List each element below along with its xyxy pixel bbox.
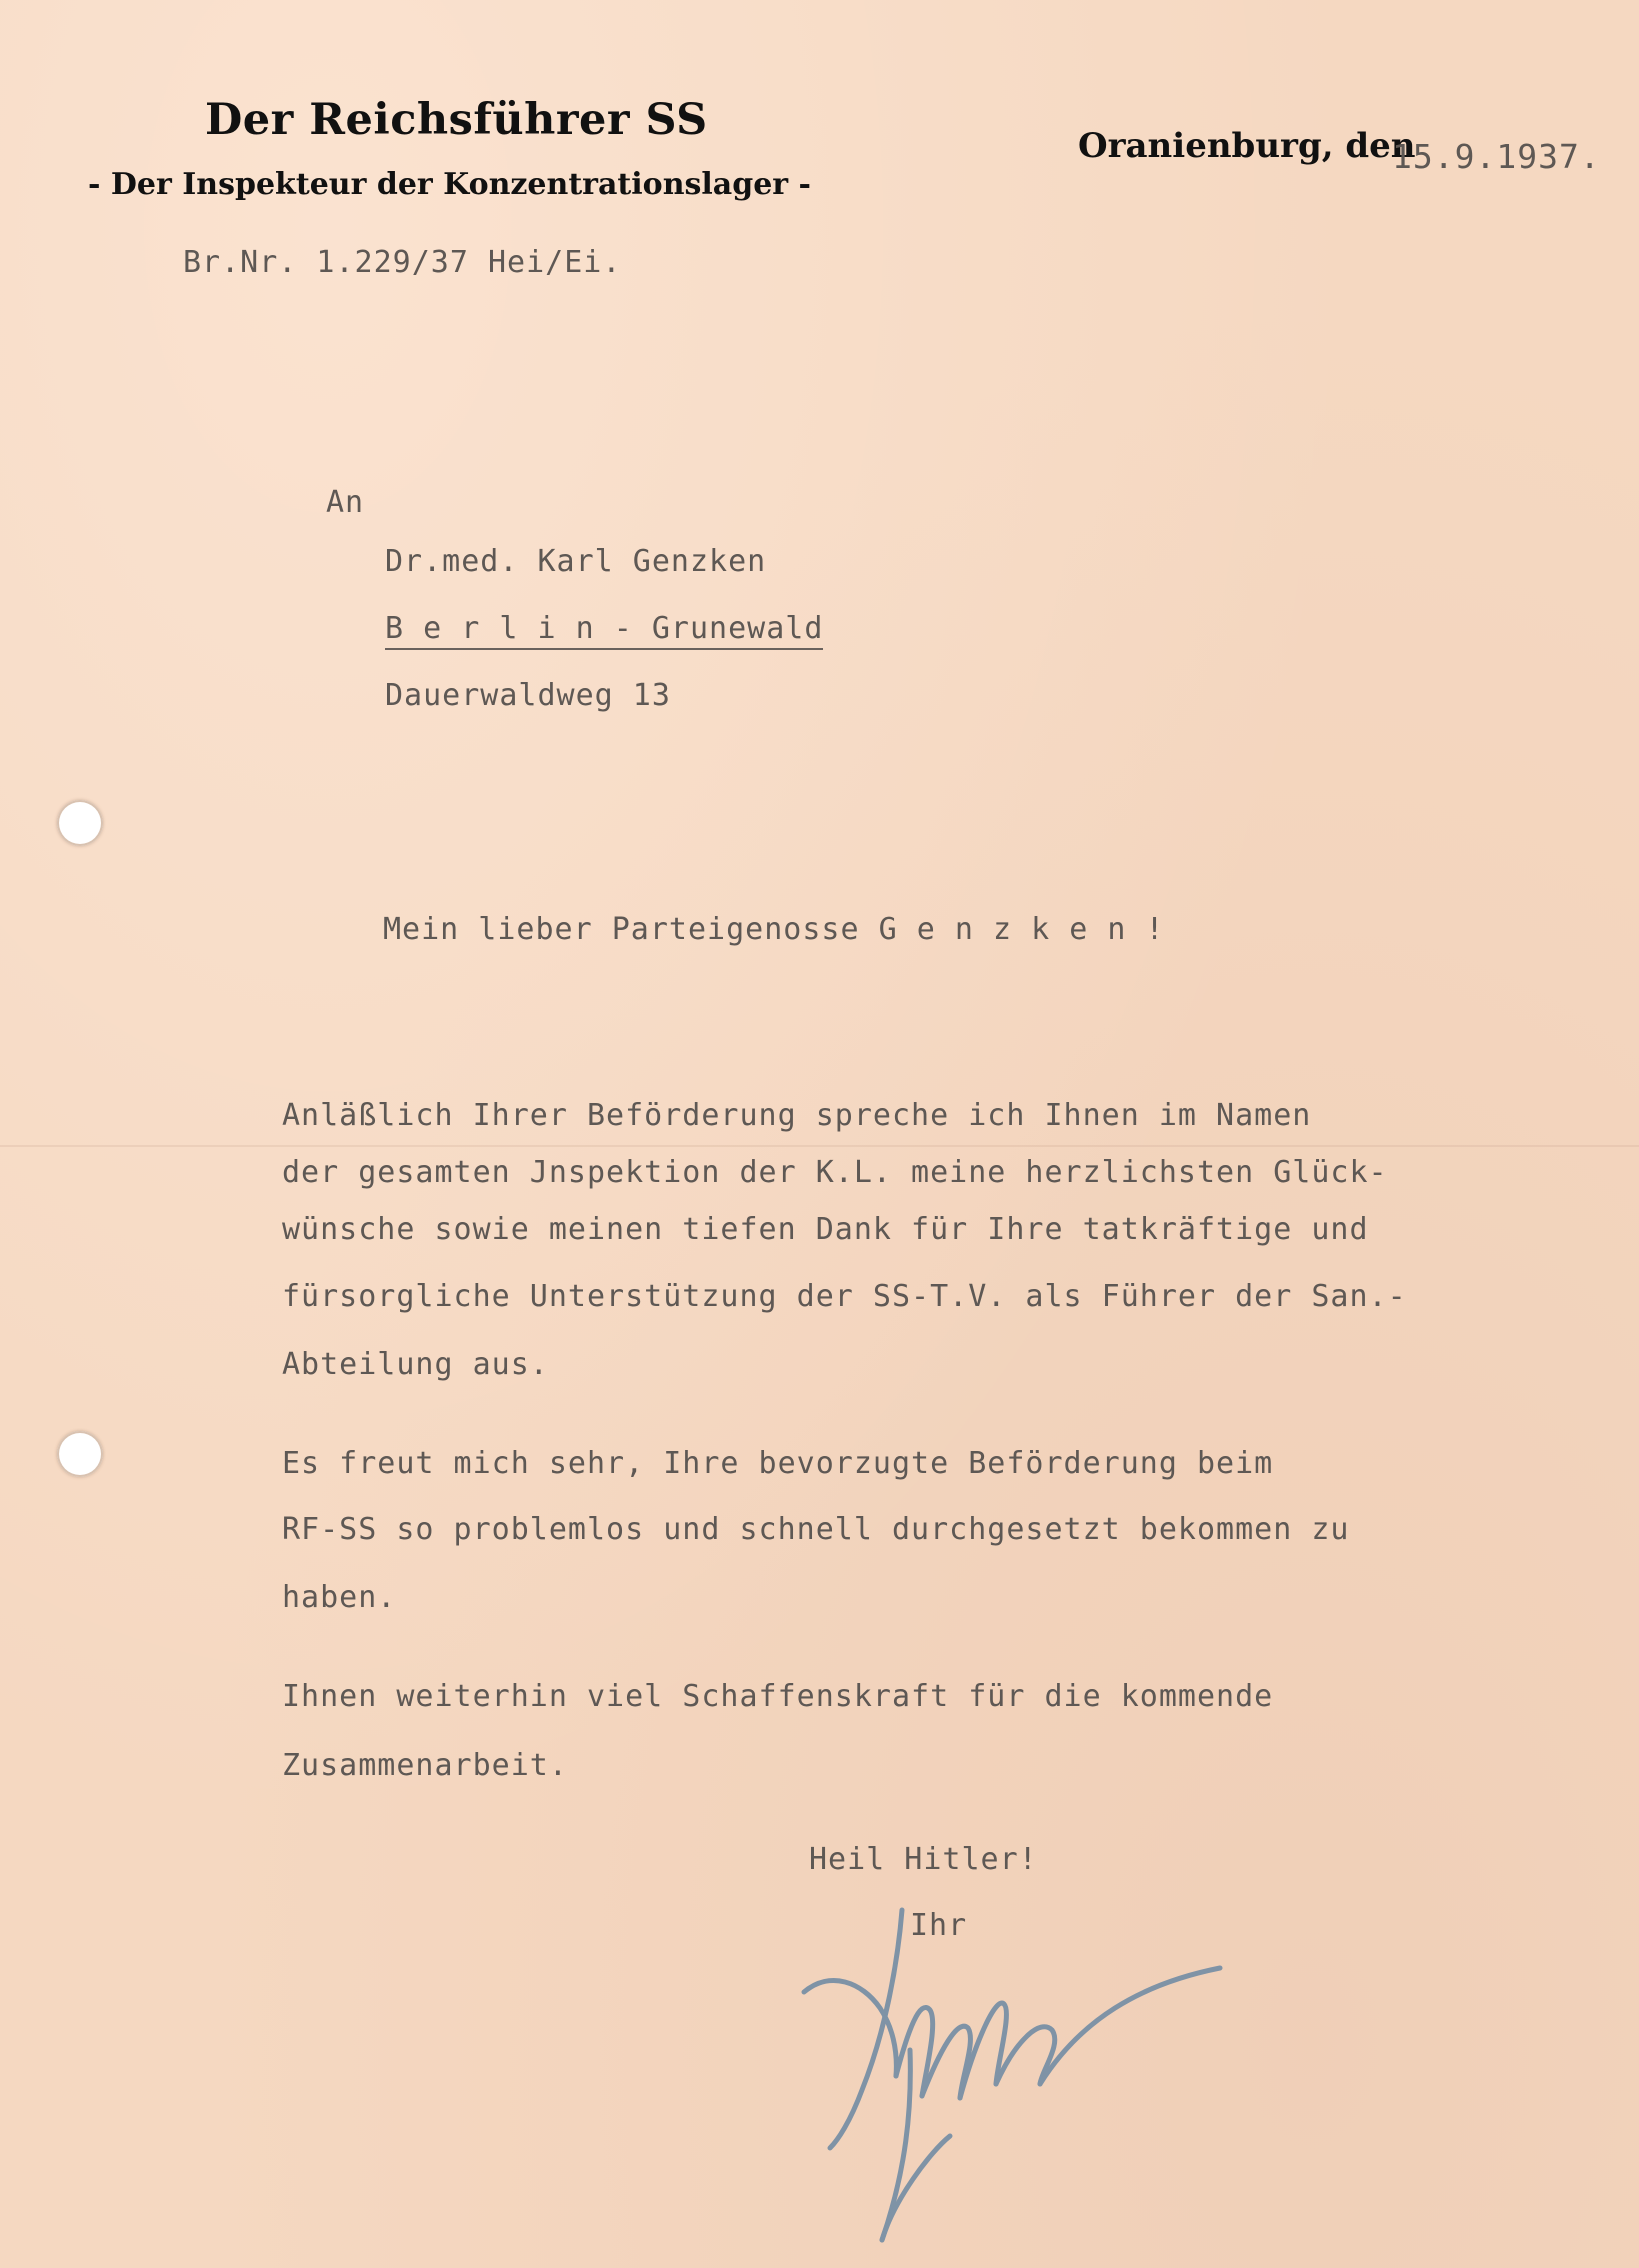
letterhead-place: Oranienburg, den [1078, 126, 1416, 166]
body-line: wünsche sowie meinen tiefen Dank für Ihre tatkräftige und [282, 1212, 1369, 1247]
reference-number: Br.Nr. 1.229/37 Hei/Ei. [183, 245, 622, 280]
body-line: Anläßlich Ihrer Beförderung spreche ich Ihnen im Namen [282, 1098, 1312, 1133]
recipient-prefix: An [326, 485, 365, 520]
body-line: Es freut mich sehr, Ihre bevorzugte Beförderung beim [282, 1446, 1274, 1481]
body-line: haben. [282, 1580, 397, 1615]
paper-fold [0, 1145, 1639, 1147]
punch-hole-top [57, 800, 103, 846]
body-line: Abteilung aus. [282, 1347, 549, 1382]
closing-greeting: Heil Hitler! [809, 1842, 1038, 1877]
closing-ihr: Ihr [910, 1908, 968, 1943]
recipient-city: B e r l i n - Grunewald [385, 611, 823, 650]
salutation: Mein lieber Parteigenosse G e n z k e n ! [383, 912, 1165, 947]
handwritten-signature [790, 1900, 1250, 2260]
body-line: RF-SS so problemlos und schnell durchgesetzt bekommen zu [282, 1512, 1350, 1547]
body-line: der gesamten Jnspektion der K.L. meine herzlichsten Glück- [282, 1155, 1388, 1190]
letterhead-department: - Der Inspekteur der Konzentrationslager - [88, 167, 811, 202]
letterhead-organization: Der Reichsführer SS [205, 95, 708, 145]
body-line: Zusammenarbeit. [282, 1748, 568, 1783]
recipient-name: Dr.med. Karl Genzken [385, 544, 767, 579]
punch-hole-bottom [57, 1431, 103, 1477]
letter-date: 15.9.1937. [1392, 137, 1601, 176]
recipient-street: Dauerwaldweg 13 [385, 678, 671, 713]
body-line: fürsorgliche Unterstützung der SS-T.V. als Führer der San.- [282, 1279, 1407, 1314]
body-line: Ihnen weiterhin viel Schaffenskraft für die kommende [282, 1679, 1274, 1714]
